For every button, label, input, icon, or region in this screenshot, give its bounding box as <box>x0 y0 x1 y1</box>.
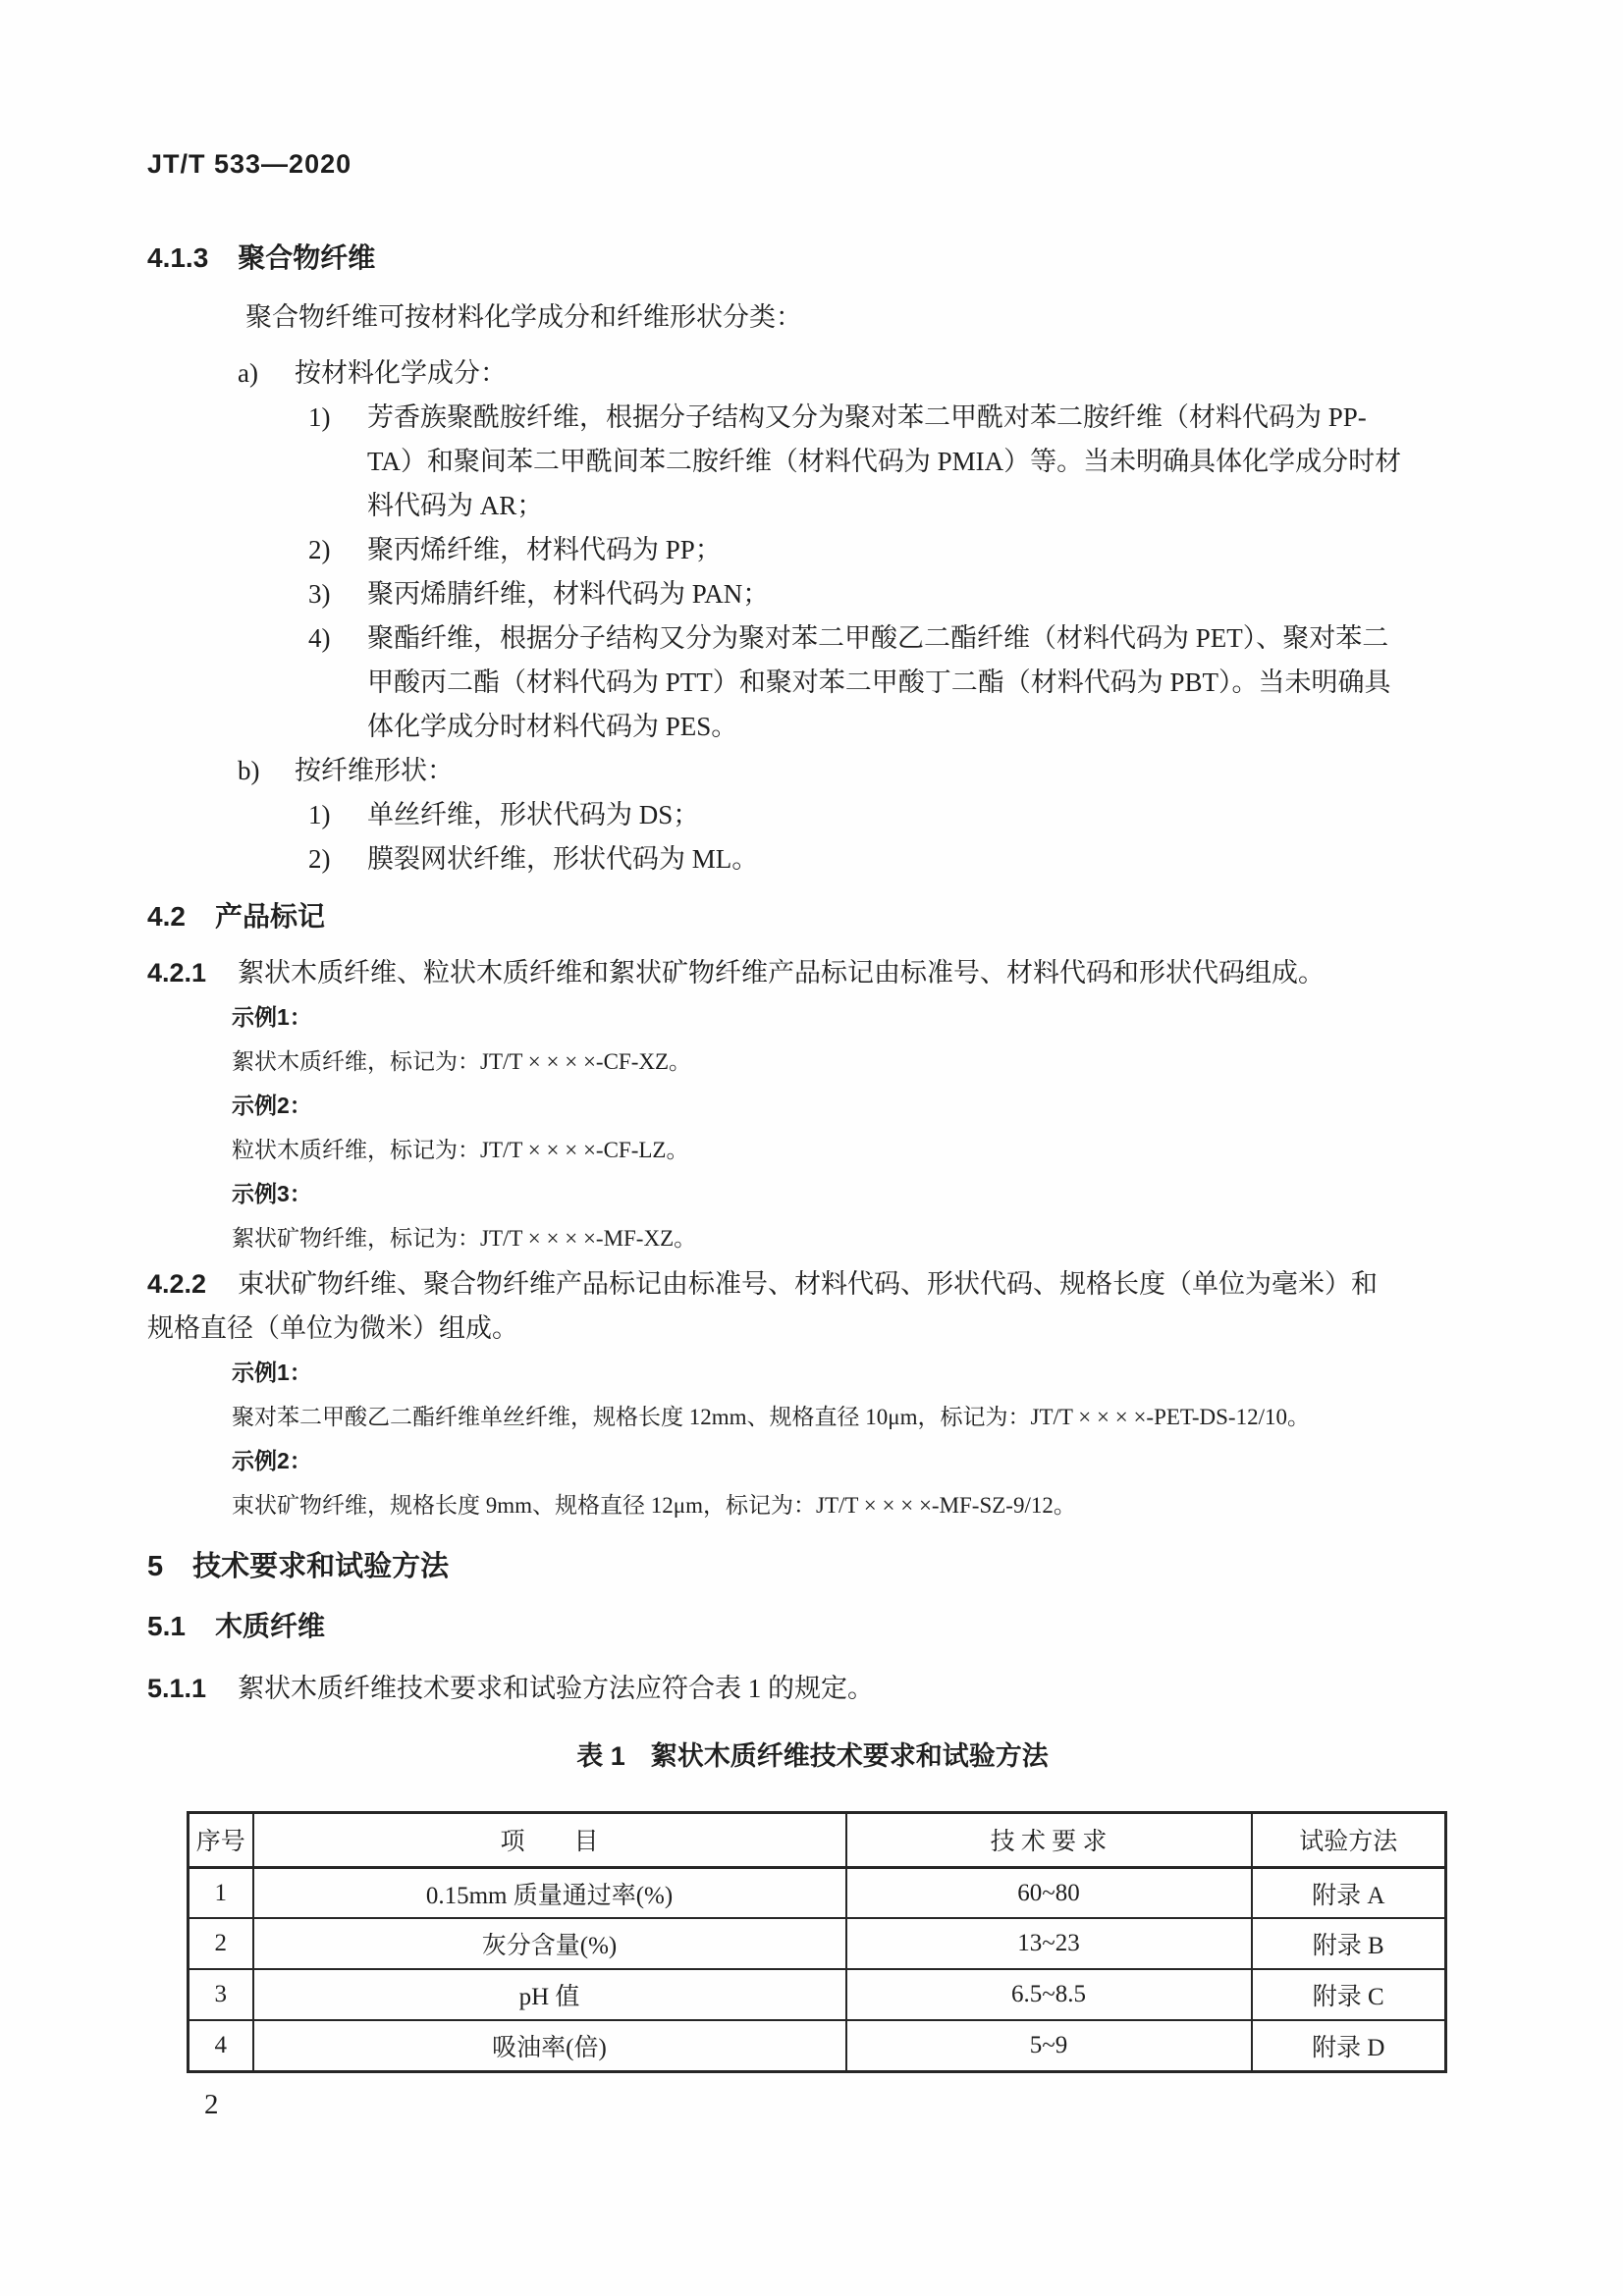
table-cell: 灰分含量(%) <box>253 1918 846 1969</box>
list-chemical-composition <box>147 351 1478 881</box>
table-cell: 2 <box>189 1918 253 1969</box>
list-item-a2 <box>147 528 1478 572</box>
table-cell: 附录 B <box>1252 1918 1446 1969</box>
table-row <box>189 2020 1446 2071</box>
para-5-1-1 <box>147 1667 1478 1711</box>
table-cell: 吸油率(倍) <box>253 2020 846 2071</box>
example-label: 示例1： <box>232 1359 312 1385</box>
heading-number: 5.1 <box>147 1611 186 1642</box>
para-text: 絮状木质纤维、粒状木质纤维和絮状矿物纤维产品标记由标准号、材料代码和形状代码组成。 <box>238 957 1325 988</box>
para-number: 4.2.1 <box>147 957 207 988</box>
example-text: 絮状矿物纤维，标记为：JT/T × × × ×-MF-XZ。 <box>232 1225 697 1251</box>
item-number: 1) <box>308 402 331 433</box>
example-label: 示例3： <box>232 1180 312 1206</box>
doc-code: JT/T 533—2020 <box>147 149 352 179</box>
item-number: 1) <box>308 800 331 830</box>
list-row-a <box>147 351 1478 396</box>
table-cell: 4 <box>189 2020 253 2071</box>
table-cell: 附录 C <box>1252 1969 1446 2020</box>
para-text: 束状矿物纤维、聚合物纤维产品标记由标准号、材料代码、形状代码、规格长度（单位为毫米）和 <box>238 1268 1379 1299</box>
heading-number: 5 <box>147 1550 164 1582</box>
table-row <box>189 1867 1446 1918</box>
list-text: 按纤维形状： <box>295 756 454 786</box>
example-label: 示例2： <box>232 1447 312 1473</box>
heading-4-1-3 <box>147 240 1478 276</box>
text-line: TA）和聚间苯二甲酰间苯二胺纤维（材料代码为 PMIA）等。当未明确具体化学成分时材 <box>367 447 1402 477</box>
para-text: 絮状木质纤维技术要求和试验方法应符合表 1 的规定。 <box>238 1673 875 1703</box>
item-number: 2) <box>308 535 331 565</box>
intro-paragraph: 聚合物纤维可按材料化学成分和纤维形状分类： <box>245 302 802 333</box>
text-line: 芳香族聚酰胺纤维，根据分子结构又分为聚对苯二甲酰对苯二胺纤维（材料代码为 PP- <box>367 402 1367 433</box>
heading-title: 技术要求和试验方法 <box>192 1550 450 1582</box>
list-item-a4 <box>147 616 1478 749</box>
item-lines <box>367 572 1478 616</box>
text-line: 甲酸丙二酯（材料代码为 PTT）和聚对苯二甲酸丁二酯（材料代码为 PBT）。当未明确具 <box>367 667 1391 698</box>
list-item-a1 <box>147 396 1478 528</box>
table-cell: 1 <box>189 1867 253 1918</box>
table-row <box>189 1969 1446 2020</box>
table-cell: 5~9 <box>846 2020 1252 2071</box>
item-lines <box>367 837 1478 881</box>
item-number: 4) <box>308 623 331 654</box>
text-line: 聚丙烯腈纤维，材料代码为 PAN； <box>367 579 770 610</box>
table-cell: 13~23 <box>846 1918 1252 1969</box>
table-cell: 0.15mm 质量通过率(%) <box>253 1867 846 1918</box>
heading-number: 4.2 <box>147 901 186 933</box>
heading-title: 产品标记 <box>214 901 325 933</box>
text-line: 聚丙烯纤维，材料代码为 PP； <box>367 535 722 565</box>
item-lines <box>367 528 1478 572</box>
example-label: 示例2： <box>232 1092 312 1118</box>
heading-number: 4.1.3 <box>147 242 209 273</box>
text-line: 聚酯纤维，根据分子结构又分为聚对苯二甲酸乙二酯纤维（材料代码为 PET）、聚对苯二 <box>367 623 1389 654</box>
list-item-b1 <box>147 793 1478 837</box>
list-row-b <box>147 749 1478 793</box>
example-text: 絮状木质纤维，标记为：JT/T × × × ×-CF-XZ。 <box>232 1048 692 1074</box>
para-number: 5.1.1 <box>147 1673 207 1703</box>
table-cell: 6.5~8.5 <box>846 1969 1252 2020</box>
para-4-2-1 <box>147 951 1478 995</box>
column-header: 试验方法 <box>1252 1812 1446 1867</box>
list-item-b2 <box>147 837 1478 881</box>
text-line: 料代码为 AR； <box>367 491 544 521</box>
caption-label: 表 1 <box>576 1740 625 1771</box>
item-lines <box>367 396 1478 528</box>
item-number: 3) <box>308 579 331 610</box>
example-text: 聚对苯二甲酸乙二酯纤维单丝纤维，规格长度 12mm、规格直径 10μm，标记为：JT/T × × × ×-PET-DS-12/10。 <box>232 1404 1310 1429</box>
heading-title: 聚合物纤维 <box>238 242 376 273</box>
list-text: 按材料化学成分： <box>295 358 507 389</box>
table-cell: 附录 A <box>1252 1867 1446 1918</box>
list-label: a) <box>238 358 258 389</box>
requirements-table <box>187 1811 1447 2073</box>
heading-5 <box>147 1549 1478 1586</box>
table-row <box>189 1918 1446 1969</box>
item-number: 2) <box>308 844 331 875</box>
table-cell: 附录 D <box>1252 2020 1446 2071</box>
heading-5-1 <box>147 1609 1478 1644</box>
text-line: 体化学成分时材料代码为 PES。 <box>367 712 738 742</box>
column-header: 项 目 <box>253 1812 846 1867</box>
para-number: 4.2.2 <box>147 1268 207 1299</box>
text-line: 单丝纤维，形状代码为 DS； <box>367 800 700 830</box>
heading-title: 木质纤维 <box>214 1611 325 1642</box>
table-cell: 3 <box>189 1969 253 2020</box>
para-4-2-2 <box>147 1262 1478 1307</box>
list-label: b) <box>238 756 260 786</box>
item-lines <box>367 793 1478 837</box>
table-cell: 60~80 <box>846 1867 1252 1918</box>
example-label: 示例1： <box>232 1003 312 1030</box>
caption-title: 絮状木质纤维技术要求和试验方法 <box>650 1740 1049 1771</box>
column-header: 序号 <box>189 1812 253 1867</box>
column-header: 技 术 要 求 <box>846 1812 1252 1867</box>
heading-4-2 <box>147 899 1478 934</box>
table-header-row <box>189 1812 1446 1867</box>
text-line: 膜裂网状纤维，形状代码为 ML。 <box>367 844 759 875</box>
page-number: 2 <box>204 2088 219 2120</box>
example-text: 粒状木质纤维，标记为：JT/T × × × ×-CF-LZ。 <box>232 1137 689 1162</box>
table-caption <box>147 1736 1478 1776</box>
table-cell: pH 值 <box>253 1969 846 2020</box>
list-item-a3 <box>147 572 1478 616</box>
example-text: 束状矿物纤维，规格长度 9mm、规格直径 12μm，标记为：JT/T × × × ×-MF-SZ-9/12。 <box>232 1492 1076 1518</box>
para-4-2-2-continuation: 规格直径（单位为微米）组成。 <box>147 1312 518 1343</box>
item-lines <box>367 616 1478 749</box>
